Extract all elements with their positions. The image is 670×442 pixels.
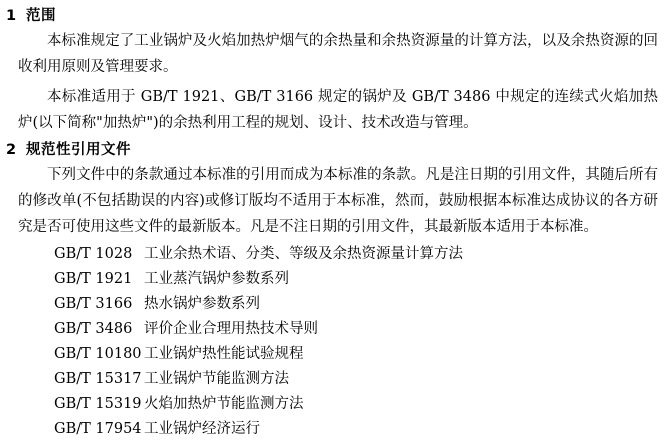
normative-references-list: [18, 242, 658, 442]
section-title-1: 范围: [26, 8, 56, 24]
reference-code: GB/T 15319: [54, 396, 142, 412]
reference-title: 工业锅炉热性能试验规程: [144, 346, 304, 362]
reference-code: GB/T 1921: [54, 271, 133, 287]
reference-code: GB/T 1028: [54, 246, 133, 262]
section-1-paragraph-1: [18, 28, 658, 80]
section-2-paragraph-1: [18, 162, 658, 240]
reference-title: 工业余热术语、分类、等级及余热资源量计算方法: [144, 246, 463, 262]
section-number-1: 1: [6, 8, 17, 24]
reference-item: [18, 392, 658, 417]
reference-code: GB/T 3166: [54, 296, 133, 312]
reference-code: GB/T 3486: [54, 321, 133, 337]
reference-item: [18, 292, 658, 317]
section-heading-1: [6, 4, 56, 25]
reference-code: GB/T 10180: [54, 346, 142, 362]
paragraph-text: 下列文件中的条款通过本标准的引用而成为本标准的条款。凡是注日期的引用文件，其随后所有的修改单(不包括勘误的内容)或修订版均不适用于本标准，然而，鼓励根据本标准达成协议的各方研究是否可使用这些文件的最新版本。凡是不注日期的引用文件，其最新版本适用于本标准。: [18, 167, 658, 235]
reference-title: 工业锅炉经济运行: [144, 421, 260, 437]
reference-title: 评价企业合理用热技术导则: [144, 321, 318, 337]
reference-item: [18, 267, 658, 292]
paragraph-text: 本标准适用于 GB/T 1921、GB/T 3166 规定的锅炉及 GB/T 3486 中规定的连续式火焰加热炉(以下简称"加热炉")的余热利用工程的规划、设计、技术改造与管理。: [18, 89, 658, 131]
reference-item: [18, 242, 658, 267]
section-title-2: 规范性引用文件: [26, 142, 131, 158]
reference-code: GB/T 17954: [54, 421, 142, 437]
reference-item: [18, 417, 658, 442]
reference-item: [18, 317, 658, 342]
reference-item: [18, 367, 658, 392]
paragraph-text: 本标准规定了工业锅炉及火焰加热炉烟气的余热量和余热资源量的计算方法，以及余热资源的回收利用原则及管理要求。: [18, 33, 658, 75]
section-number-2: 2: [6, 142, 17, 158]
reference-title: 工业蒸汽锅炉参数系列: [144, 271, 289, 287]
reference-code: GB/T 15317: [54, 371, 142, 387]
reference-item: [18, 342, 658, 367]
reference-title: 工业锅炉节能监测方法: [144, 371, 289, 387]
reference-title: 火焰加热炉节能监测方法: [144, 396, 304, 412]
section-1-paragraph-2: [18, 84, 658, 136]
section-heading-2: [6, 138, 131, 159]
reference-title: 热水锅炉参数系列: [144, 296, 260, 312]
